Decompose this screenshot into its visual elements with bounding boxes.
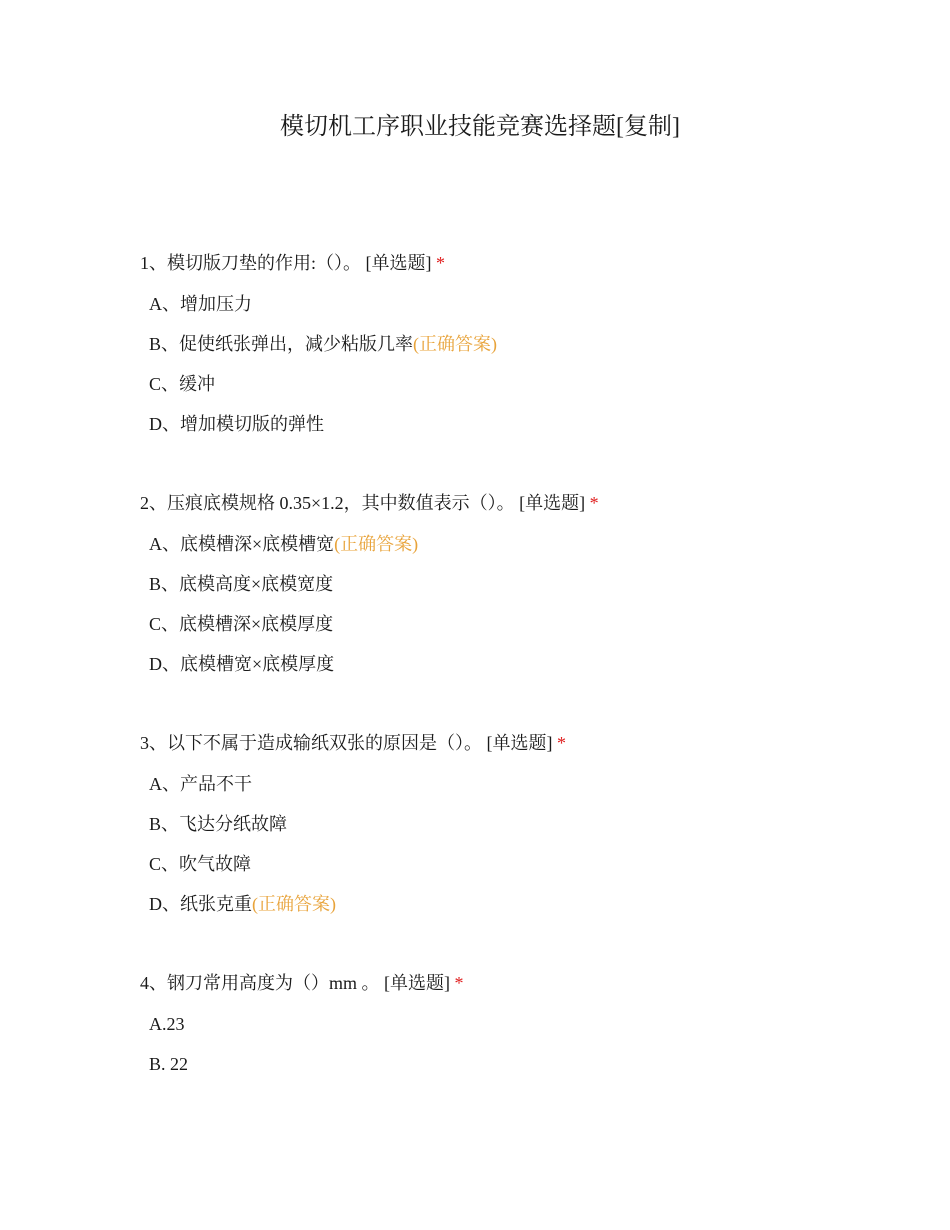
option [149,369,900,409]
question-type-label: [单选题] [384,973,451,993]
option [149,889,900,929]
option-list [140,1009,900,1089]
option [149,769,900,809]
option-text: A、增加压力 [149,294,252,314]
correct-answer-tag: (正确答案) [334,534,419,554]
question-stem [140,248,900,278]
option-text: D、纸张克重 [149,894,252,914]
option [149,1049,900,1089]
question-type-label: [单选题] [365,253,432,273]
option-list [140,529,900,689]
option [149,569,900,609]
option-text: A、底模槽深×底模槽宽 [149,534,335,554]
option [149,609,900,649]
option-text: A、产品不干 [149,774,252,794]
option [149,1009,900,1049]
question-type-label: [单选题] [519,493,586,513]
option [149,409,900,449]
option [149,849,900,889]
question-stem [140,728,900,758]
correct-answer-tag: (正确答案) [252,894,336,914]
page-title: 模切机工序职业技能竞赛选择题[复制] [280,114,680,140]
question [140,488,900,689]
question-stem [140,968,900,998]
option [149,649,900,689]
option [149,289,900,329]
required-star: * [589,493,599,513]
option-text: B. 22 [149,1054,189,1074]
question [140,728,900,929]
option-text: B、底模高度×底模宽度 [149,574,334,594]
question-text: 2、压痕底模规格 0.35×1.2，其中数值表示（）。 [140,493,515,513]
question [140,968,900,1089]
option-text: C、底模槽深×底模厚度 [149,614,334,634]
option-text: C、缓冲 [149,374,216,394]
question-text: 3、以下不属于造成输纸双张的原因是（）。 [140,733,482,753]
option-text: C、吹气故障 [149,854,252,874]
option-text: B、飞达分纸故障 [149,814,288,834]
option-text: B、促使纸张弹出，减少粘版几率 [149,334,414,354]
option-list [140,769,900,929]
question-text: 1、模切版刀垫的作用:（）。 [140,253,361,273]
option-text: D、底模槽宽×底模厚度 [149,654,335,674]
question-type-label: [单选题] [486,733,553,753]
option [149,529,900,569]
option-text: D、增加模切版的弹性 [149,414,324,434]
option [149,809,900,849]
required-star: * [454,973,464,993]
option [149,329,900,369]
question-text: 4、钢刀常用高度为（）mm 。 [140,973,380,993]
question-stem [140,488,900,518]
option-text: A.23 [149,1014,185,1034]
correct-answer-tag: (正确答案) [413,334,498,354]
required-star: * [436,253,445,273]
question [140,248,900,449]
required-star: * [557,733,566,753]
question-list [140,248,900,1128]
option-list [140,289,900,449]
